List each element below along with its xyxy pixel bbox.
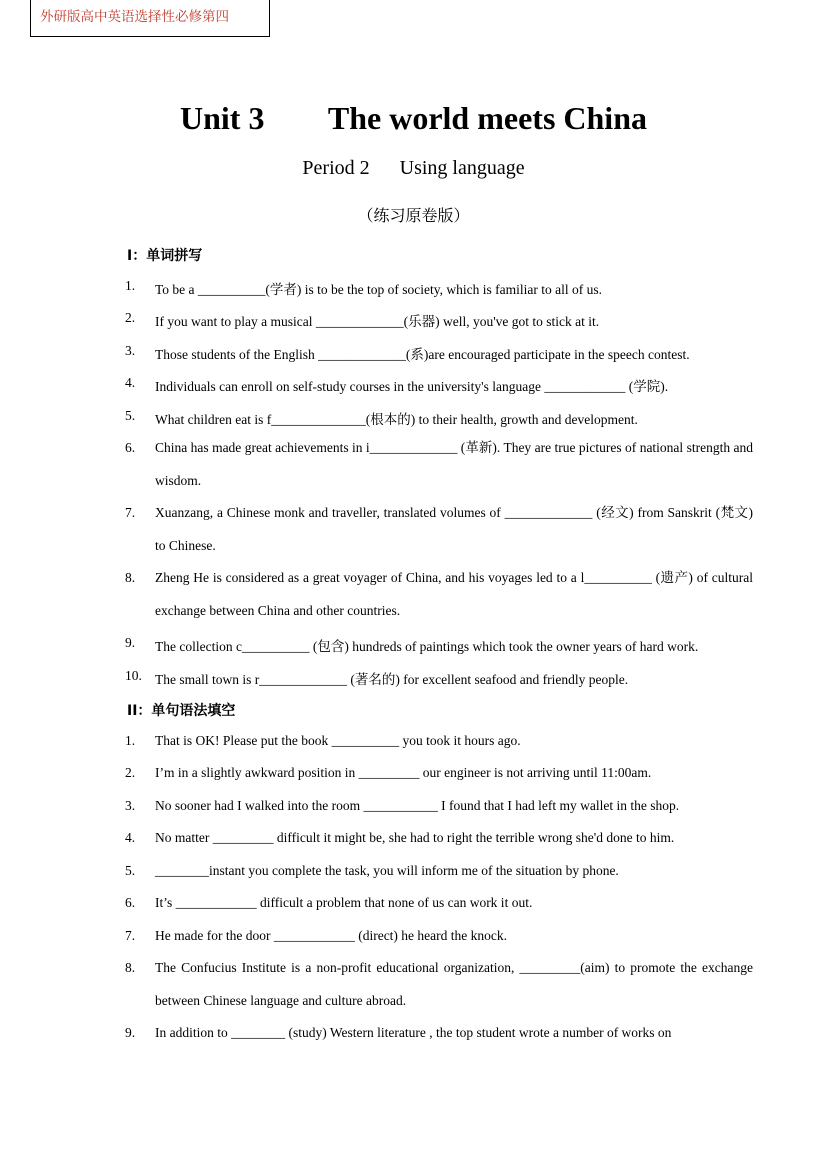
question-number: 7.: [125, 928, 136, 943]
question-number: 6.: [125, 895, 136, 910]
question-text: He made for the door ____________ (direct) he heard the knock.: [155, 928, 508, 943]
question-number: 9.: [125, 1025, 136, 1040]
question-number: 3.: [125, 798, 136, 813]
question-number: 5.: [125, 408, 136, 423]
question-text: I’m in a slightly awkward position in _________ our engineer is not arriving until 11:00am.: [155, 765, 652, 780]
question-number: 2.: [125, 765, 136, 780]
question-number: 6.: [125, 440, 136, 455]
question-text: The Confucius Institute is a non-profit educational organization, _________(aim) to promote the exchange between Chinese language and culture abroad.: [155, 960, 753, 1008]
question-text: ________instant you complete the task, you will inform me of the situation by phone.: [155, 863, 619, 878]
question-text: The collection c__________ (包含) hundreds of paintings which took the owner years of hard work.: [155, 639, 699, 654]
edition-label: （练习原卷版）: [357, 206, 470, 225]
question-number: 4.: [125, 830, 136, 845]
document-subtitle: Period 2 Using language: [302, 157, 525, 179]
question-text: If you want to play a musical _____________(乐器) well, you've got to stick at it.: [155, 314, 600, 329]
question-number: 1.: [125, 278, 136, 293]
question-number: 2.: [125, 310, 136, 325]
question-text: That is OK! Please put the book __________ you took it hours ago.: [155, 733, 521, 748]
question-text: No matter _________ difficult it might be, she had to right the terrible wrong she'd done to him.: [155, 830, 675, 845]
section2-heading: II：单句语法填空: [127, 703, 236, 719]
question-text: China has made great achievements in i_____________ (革新). They are true pictures of national strength and wisdom.: [155, 440, 753, 488]
question-number: 1.: [125, 733, 136, 748]
question-text: To be a __________(学者) is to be the top of society, which is familiar to all of us.: [155, 282, 602, 297]
question-text: No sooner had I walked into the room ___________ I found that I had left my wallet in the shop.: [155, 798, 680, 813]
question-number: 4.: [125, 375, 136, 390]
question-text: It’s ____________ difficult a problem that none of us can work it out.: [155, 895, 533, 910]
question-number: 7.: [125, 505, 136, 520]
question-number: 5.: [125, 863, 136, 878]
question-number: 3.: [125, 343, 136, 358]
question-text: The small town is r_____________ (著名的) for excellent seafood and friendly people.: [155, 672, 629, 687]
question-number: 8.: [125, 570, 136, 585]
question-text: In addition to ________ (study) Western literature , the top student wrote a number of works on: [155, 1025, 672, 1040]
section1-heading: I：单词拼写: [127, 248, 203, 264]
question-number: 8.: [125, 960, 136, 975]
header-label: 外研版高中英语选择性必修第四: [40, 9, 229, 25]
question-text: Those students of the English _____________(系)are encouraged participate in the speech contest.: [155, 347, 690, 362]
question-number: 9.: [125, 635, 136, 650]
question-text: Xuanzang, a Chinese monk and traveller, translated volumes of _____________ (经文) from Sanskrit (梵文) to Chinese.: [155, 505, 753, 553]
question-text: Zheng He is considered as a great voyager of China, and his voyages led to a l__________ (遗产) of cultural exchange between China and other countries.: [155, 570, 753, 618]
question-number: 10.: [125, 668, 142, 683]
document-title: Unit 3 The world meets China: [180, 100, 647, 136]
question-text: Individuals can enroll on self-study courses in the university's language ____________ (学院).: [155, 379, 669, 394]
header-label-box: [30, 0, 270, 37]
question-text: What children eat is f______________(根本的) to their health, growth and development.: [155, 412, 638, 427]
